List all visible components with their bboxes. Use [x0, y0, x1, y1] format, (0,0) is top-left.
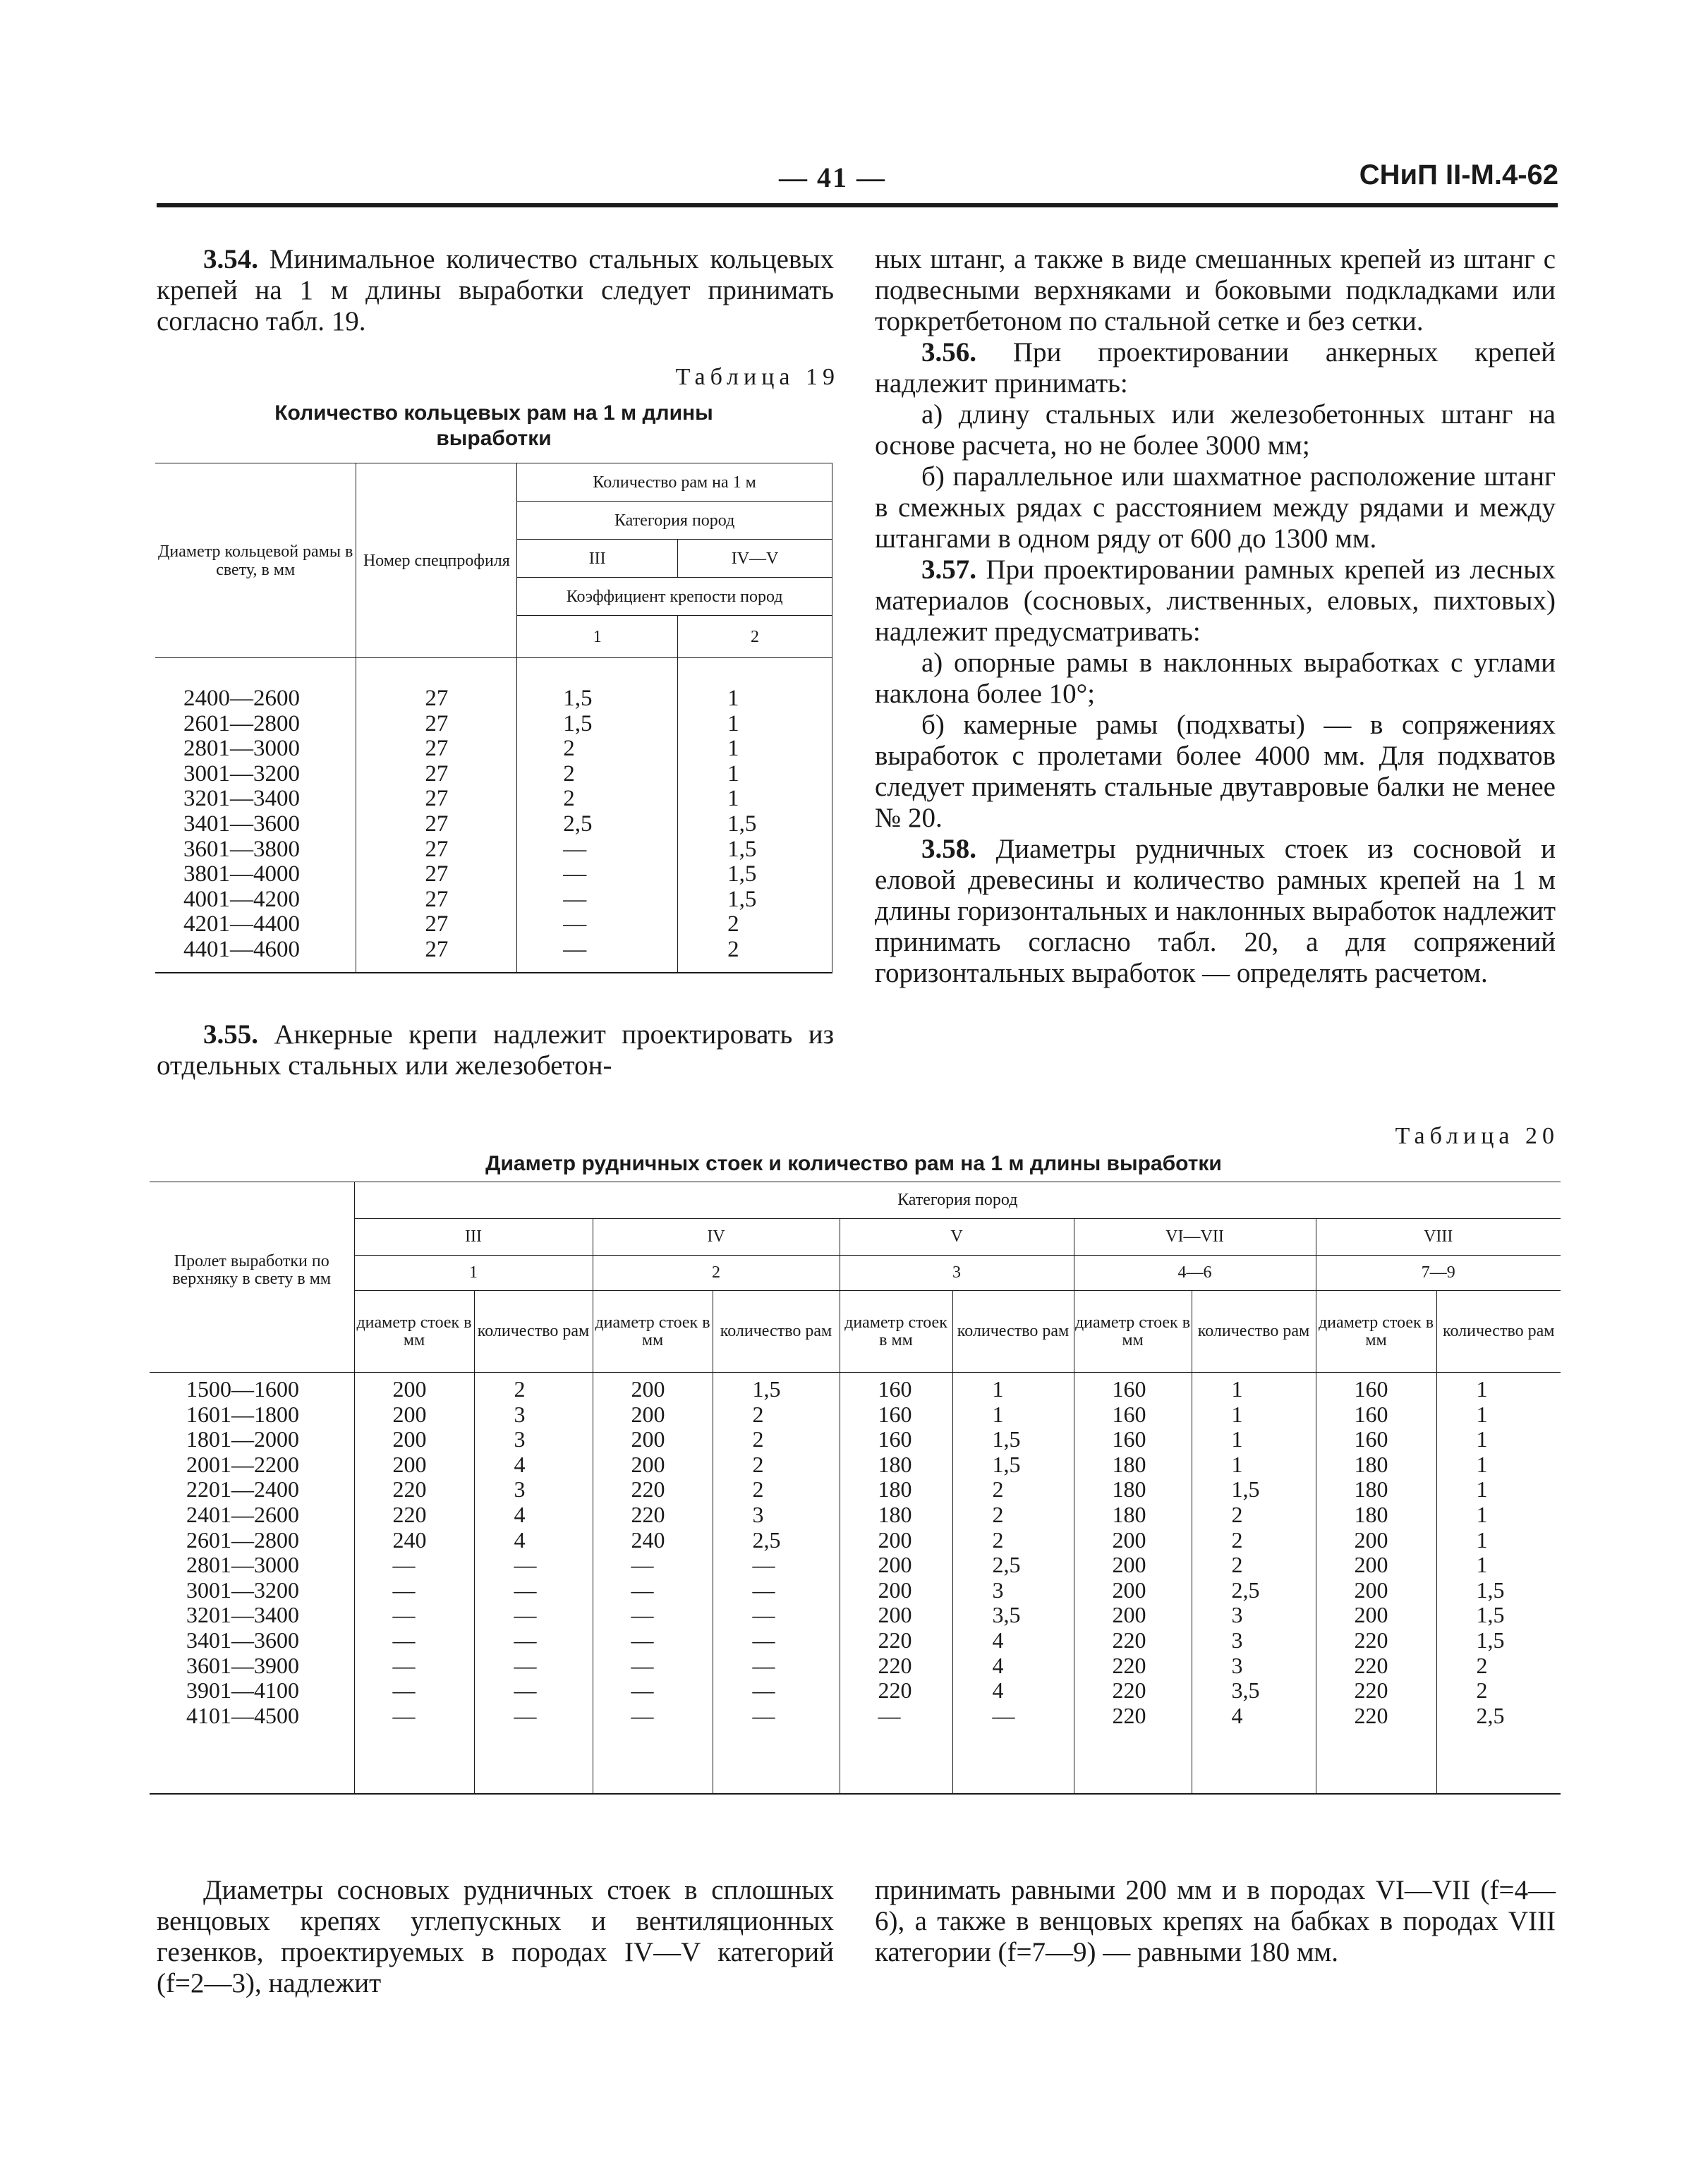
- table20-cell: 240: [631, 1526, 665, 1553]
- table20-cell: —: [514, 1577, 537, 1603]
- table19-cell: 27: [425, 836, 449, 862]
- table20-cell: 1: [1231, 1451, 1243, 1477]
- header-coef-1: 1: [354, 1256, 593, 1291]
- table19-cell: 1: [727, 786, 739, 812]
- header-diameter: диаметр стоек в мм: [354, 1291, 474, 1373]
- table20-cell: 4101—4500: [186, 1702, 299, 1728]
- table20-cell: 4: [514, 1526, 526, 1553]
- table20-col: [1074, 1373, 1192, 1794]
- table20-col: [840, 1373, 952, 1794]
- table20-cell: 160: [878, 1401, 912, 1427]
- table20-cell: 2: [514, 1376, 526, 1402]
- table20-cell: 1: [1476, 1376, 1488, 1402]
- table19-cell: —: [563, 911, 587, 937]
- table20-cell: 3: [514, 1426, 526, 1452]
- table20-col: [713, 1373, 840, 1794]
- table19-cell: 27: [425, 911, 449, 937]
- table20-cell: 1801—2000: [186, 1426, 299, 1452]
- table20-cell: 2: [752, 1401, 764, 1427]
- table20-cell: —: [514, 1652, 537, 1678]
- table20-cell: 220: [631, 1501, 665, 1527]
- header-count: количество рам: [952, 1291, 1074, 1373]
- table19-cell: 3201—3400: [183, 786, 300, 812]
- table20-col: [593, 1373, 713, 1794]
- table19-cell: 2: [727, 911, 739, 937]
- table20-col: [1192, 1373, 1316, 1794]
- table20-cell: —: [392, 1702, 416, 1728]
- table20-cell: 240: [392, 1526, 427, 1553]
- table20-cell: 200: [1354, 1577, 1388, 1603]
- table20-cell: —: [631, 1702, 654, 1728]
- table20-cell: 160: [878, 1376, 912, 1402]
- header-count: количество рам: [713, 1291, 840, 1373]
- table19-cell: 2: [727, 936, 739, 962]
- table19-cell: 3601—3800: [183, 836, 300, 862]
- table20-cell: —: [752, 1552, 775, 1578]
- table19-cell: 1: [727, 760, 739, 787]
- table20-cell: 1,5: [1476, 1627, 1505, 1653]
- table20-cell: 3201—3400: [186, 1602, 299, 1628]
- header-diameter: диаметр стоек в мм: [1074, 1291, 1192, 1373]
- table20-cell: 200: [878, 1552, 912, 1578]
- table20-cell: 2801—3000: [186, 1552, 299, 1578]
- table20-cell: 1: [1476, 1401, 1488, 1427]
- table20-cell: 180: [1112, 1476, 1146, 1503]
- header-diameter: диаметр стоек в мм: [593, 1291, 713, 1373]
- table20-cell: 160: [878, 1426, 912, 1452]
- table20-cell: 2,5: [752, 1526, 781, 1553]
- table20-cell: 1500—1600: [186, 1376, 299, 1402]
- table20-cell: 1,5: [1476, 1602, 1505, 1628]
- table20-cell: 2,5: [1476, 1702, 1505, 1728]
- table20-cell: 1: [1231, 1426, 1243, 1452]
- table19-title: Количество кольцевых рам на 1 м длины выработки: [274, 401, 713, 450]
- table20-cell: 1: [1476, 1552, 1488, 1578]
- table20-cell: 2: [992, 1501, 1004, 1527]
- table19-cell: 4201—4400: [183, 911, 300, 937]
- table19-cell: 1,5: [727, 836, 757, 862]
- table19-cell: 1: [727, 736, 739, 762]
- table19-cell: 3801—4000: [183, 861, 300, 887]
- table20-cell: 220: [1112, 1627, 1146, 1653]
- table20-cell: 220: [1112, 1652, 1146, 1678]
- paragraph-3-55: [157, 1019, 834, 1081]
- header-coef: Коэффициент крепости пород: [517, 578, 832, 616]
- table19-cell: —: [563, 836, 587, 862]
- header-cat-viii: VIII: [1316, 1219, 1561, 1256]
- table20-cell: 1: [1476, 1451, 1488, 1477]
- table19-cell: —: [563, 886, 587, 912]
- table20-cell: 1: [1231, 1376, 1243, 1402]
- table20-cell: 200: [1354, 1602, 1388, 1628]
- paragraph-3-57-a: а) опорные рамы в наклонных выработках с углами наклона более 10°;: [875, 648, 1556, 709]
- paragraph-number: 3.55.: [203, 1019, 258, 1050]
- table20-cell: —: [514, 1702, 537, 1728]
- table20-title: Диаметр рудничных стоек и количество рам на 1 м длины выработки: [485, 1152, 1222, 1175]
- table19-cell: 1: [727, 686, 739, 711]
- header-coef-4-6: 4—6: [1074, 1256, 1316, 1291]
- table20-cell: 160: [1112, 1426, 1146, 1452]
- table20-cell: 180: [1112, 1451, 1146, 1477]
- table20-cell: 180: [878, 1501, 912, 1527]
- table20-cell: 200: [878, 1602, 912, 1628]
- table20-cell: 200: [1112, 1552, 1146, 1578]
- table20-cell: 2: [752, 1451, 764, 1477]
- table19-body: [155, 658, 832, 973]
- paragraph-3-56-a: а) длину стальных или железобетонных штанг на основе расчета, но не более 3000 мм;: [875, 399, 1556, 461]
- table19-cell: 1,5: [563, 686, 593, 711]
- table19-cell: 1,5: [563, 710, 593, 736]
- table20-cell: 3901—4100: [186, 1677, 299, 1704]
- header-coef-2: 2: [593, 1256, 840, 1291]
- table20-cell: 2: [992, 1476, 1004, 1503]
- table20-cell: 220: [1354, 1627, 1388, 1653]
- table20-cell: 200: [631, 1426, 665, 1452]
- table20-cell: 2601—2800: [186, 1526, 299, 1553]
- table19-cell: 4001—4200: [183, 886, 300, 912]
- header-rule: [157, 203, 1558, 207]
- table19-cell: 1,5: [727, 811, 757, 837]
- table20-body: [150, 1373, 1561, 1794]
- table20-cell: 200: [1112, 1577, 1146, 1603]
- table20-cell: 4: [514, 1501, 526, 1527]
- table-19: [155, 463, 832, 973]
- header-category: Категория пород: [517, 502, 832, 540]
- table20-cell: 3: [992, 1577, 1004, 1603]
- table20-cell: 1: [1476, 1476, 1488, 1503]
- header-cat-iii: III: [354, 1219, 593, 1256]
- paragraph-number: 3.56.: [921, 337, 976, 368]
- footer-paragraph: Диаметры сосновых рудничных стоек в сплошных венцовых крепях углепускных и вентиляционных гезенков, проектируемых в породах IV—V категорий (f=2—3), надлежит: [157, 1875, 834, 1998]
- table20-cell: 220: [1112, 1677, 1146, 1704]
- table20-col: [150, 1373, 354, 1794]
- table20-cell: 220: [1354, 1677, 1388, 1704]
- footer-paragraph-continued: принимать равными 200 мм и в породах VI—VII (f=4—6), а также в венцовых крепях на бабках в породах VIII категории (f=7—9) — равными 180 мм.: [875, 1875, 1556, 1967]
- table20-cell: 3601—3900: [186, 1652, 299, 1678]
- table20-cell: 1601—1800: [186, 1401, 299, 1427]
- table20-cell: —: [752, 1677, 775, 1704]
- table20-cell: —: [631, 1552, 654, 1578]
- table20-cell: 2: [992, 1526, 1004, 1553]
- table19-cell: 27: [425, 786, 449, 812]
- table20-cell: 180: [1112, 1501, 1146, 1527]
- table20-cell: 1,5: [1231, 1476, 1260, 1503]
- table20-cell: 1: [1476, 1426, 1488, 1452]
- table20-cell: —: [392, 1602, 416, 1628]
- table19-cell: 27: [425, 811, 449, 837]
- table19-cell: 2400—2600: [183, 686, 300, 711]
- table20-cell: 180: [878, 1451, 912, 1477]
- table19-cell: 27: [425, 736, 449, 762]
- table20-cell: 3401—3600: [186, 1627, 299, 1653]
- table20-cell: 4: [1231, 1702, 1243, 1728]
- table20-col: [1436, 1373, 1561, 1794]
- table20-cell: —: [514, 1677, 537, 1704]
- paragraph-number: 3.54.: [203, 244, 258, 274]
- header-count: количество рам: [1192, 1291, 1316, 1373]
- table20-cell: 1,5: [1476, 1577, 1505, 1603]
- paragraph-3-56: [875, 337, 1556, 399]
- table20-cell: 220: [392, 1501, 427, 1527]
- table20-cell: 180: [1354, 1476, 1388, 1503]
- table20-cell: 220: [392, 1476, 427, 1503]
- table19-cell: 3401—3600: [183, 811, 300, 837]
- table20-cell: —: [752, 1627, 775, 1653]
- table20-cell: 2: [1476, 1652, 1488, 1678]
- table20-cell: 1: [1476, 1501, 1488, 1527]
- header-diameter: Диаметр кольцевой рамы в свету, в мм: [155, 463, 356, 658]
- table20-cell: 2401—2600: [186, 1501, 299, 1527]
- table20-cell: 200: [392, 1451, 427, 1477]
- table19-cell: 2: [563, 736, 575, 762]
- table20-col: [474, 1373, 593, 1794]
- table20-cell: 220: [1354, 1702, 1388, 1728]
- table20-cell: 160: [1354, 1426, 1388, 1452]
- paragraph-3-56-b: б) параллельное или шахматное расположение штанг в смежных рядах с расстоянием между рядами и между штангами в одном ряду от 600 до 1300 мм.: [875, 461, 1556, 554]
- paragraph-3-55-continued: ных штанг, а также в виде смешанных крепей из штанг с подвесными верхняками и боковыми подкладками или торкретбетоном по стальной сетке и без сетки.: [875, 244, 1556, 336]
- table20-cell: 1: [1476, 1526, 1488, 1553]
- table20-cell: —: [752, 1602, 775, 1628]
- table20-cell: —: [514, 1627, 537, 1653]
- header-diameter: диаметр стоек в мм: [1316, 1291, 1436, 1373]
- document-code: СНиП II-М.4-62: [1359, 159, 1558, 190]
- table19-cell: 2: [563, 786, 575, 812]
- table20-cell: 2: [1476, 1677, 1488, 1704]
- table20-cell: 180: [878, 1476, 912, 1503]
- table19-cell: 1: [727, 710, 739, 736]
- table20-cell: 200: [1354, 1526, 1388, 1553]
- table20-cell: 180: [1354, 1451, 1388, 1477]
- table19-cell: 3001—3200: [183, 760, 300, 787]
- table20-cell: 200: [392, 1376, 427, 1402]
- table20-cell: —: [514, 1552, 537, 1578]
- table19-cell: —: [563, 861, 587, 887]
- table20-cell: 220: [1354, 1652, 1388, 1678]
- table19-cell: 2: [563, 760, 575, 787]
- table20-cell: 3001—3200: [186, 1577, 299, 1603]
- header-coef-2: 2: [678, 616, 832, 658]
- table20-cell: 2,5: [992, 1552, 1021, 1578]
- table19-cell: 27: [425, 760, 449, 787]
- table20-col: [952, 1373, 1074, 1794]
- table20-cell: 2: [1231, 1501, 1243, 1527]
- table20-cell: 200: [1112, 1526, 1146, 1553]
- table20-cell: 200: [631, 1451, 665, 1477]
- footer-left-text: [157, 1875, 834, 1999]
- table20-col: [354, 1373, 474, 1794]
- header-cat-3: III: [517, 540, 678, 578]
- table19-label: Таблица 19: [675, 364, 840, 390]
- table20-cell: 2: [752, 1426, 764, 1452]
- table20-cell: 2001—2200: [186, 1451, 299, 1477]
- table20-cell: —: [631, 1602, 654, 1628]
- table20-cell: 1: [992, 1401, 1004, 1427]
- footer-right-text: [875, 1875, 1556, 1968]
- table19-cell: 27: [425, 710, 449, 736]
- table20-cell: 200: [631, 1376, 665, 1402]
- table20-cell: —: [631, 1577, 654, 1603]
- table20-cell: 200: [1112, 1602, 1146, 1628]
- paragraph-3-57-b: б) камерные рамы (подхваты) — в сопряжениях выработок с пролетами более 4000 мм. Для подхватов следует применять стальные двутавровые балки не менее № 20.: [875, 710, 1556, 833]
- table19-col-profile: [356, 658, 517, 973]
- table20-cell: 220: [878, 1627, 912, 1653]
- table20-cell: 2: [752, 1476, 764, 1503]
- paragraph-text: Минимальное количество стальных кольцевых крепей на 1 м длины выработки следует принимать согласно табл. 19.: [157, 244, 834, 336]
- header-count: количество рам: [474, 1291, 593, 1373]
- table20-cell: 200: [1354, 1552, 1388, 1578]
- table20-cell: 4: [992, 1627, 1004, 1653]
- table20-cell: 3,5: [992, 1602, 1021, 1628]
- table20-cell: 4: [514, 1451, 526, 1477]
- table20-cell: 2,5: [1231, 1577, 1260, 1603]
- table19-col-cat3: [517, 658, 678, 973]
- table20-cell: —: [392, 1552, 416, 1578]
- table20-cell: 3,5: [1231, 1677, 1260, 1704]
- table20-cell: —: [752, 1577, 775, 1603]
- table20-cell: —: [752, 1652, 775, 1678]
- paragraph-text: При проектировании рамных крепей из лесных материалов (сосновых, лиственных, еловых, пихтовых) надлежит предусматривать:: [875, 554, 1556, 647]
- table20-cell: 3: [514, 1401, 526, 1427]
- table20-cell: —: [392, 1652, 416, 1678]
- right-column: [875, 244, 1556, 989]
- header-count: количество рам: [1436, 1291, 1561, 1373]
- table20-cell: 160: [1112, 1376, 1146, 1402]
- paragraph-number: 3.58.: [921, 834, 976, 864]
- header-coef-3: 3: [840, 1256, 1074, 1291]
- paragraph-3-57: [875, 554, 1556, 648]
- table20-cell: —: [631, 1652, 654, 1678]
- table-20: [150, 1182, 1561, 1795]
- table20-cell: 220: [878, 1677, 912, 1704]
- table20-cell: 3: [752, 1501, 764, 1527]
- header-coef-7-9: 7—9: [1316, 1256, 1561, 1291]
- table20-cell: —: [514, 1602, 537, 1628]
- table19-col-diameter: [155, 658, 356, 973]
- table20-cell: 1,5: [992, 1451, 1021, 1477]
- table20-label: Таблица 20: [1395, 1123, 1559, 1149]
- table19-cell: 4401—4600: [183, 936, 300, 962]
- page-number: — 41 —: [779, 162, 886, 193]
- header-cat-4-5: IV—V: [678, 540, 832, 578]
- table20-cell: 1,5: [752, 1376, 781, 1402]
- table20-cell: 4: [992, 1677, 1004, 1704]
- paragraph-text: Анкерные крепи надлежит проектировать из отдельных стальных или железобетон-: [157, 1019, 834, 1081]
- table20-cell: —: [392, 1627, 416, 1653]
- table20-cell: —: [392, 1677, 416, 1704]
- table20-cell: 3: [1231, 1602, 1243, 1628]
- table20-cell: 200: [878, 1526, 912, 1553]
- paragraph-number: 3.57.: [921, 554, 976, 585]
- table20-cell: —: [752, 1702, 775, 1728]
- table20-col: [1316, 1373, 1436, 1794]
- table19-col-cat45: [678, 658, 832, 973]
- table19-cell: 2,5: [563, 811, 593, 837]
- header-coef-1: 1: [517, 616, 678, 658]
- table20-cell: 200: [392, 1426, 427, 1452]
- table20-cell: —: [878, 1702, 901, 1728]
- table19-cell: 2801—3000: [183, 736, 300, 762]
- table20-cell: 2201—2400: [186, 1476, 299, 1503]
- table20-cell: 180: [1354, 1501, 1388, 1527]
- table19-cell: 2601—2800: [183, 710, 300, 736]
- header-cat-vi-vii: VI—VII: [1074, 1219, 1316, 1256]
- paragraph-3-54: [157, 244, 834, 337]
- table19-cell: 27: [425, 936, 449, 962]
- header-cat-iv: IV: [593, 1219, 840, 1256]
- table20-cell: —: [631, 1627, 654, 1653]
- table20-cell: 2: [1231, 1552, 1243, 1578]
- table20-cell: 3: [1231, 1627, 1243, 1653]
- header-cat-v: V: [840, 1219, 1074, 1256]
- header-profile: Номер спецпрофиля: [356, 463, 517, 658]
- table20-cell: —: [992, 1702, 1015, 1728]
- header-category: Категория пород: [354, 1182, 1561, 1219]
- table20-cell: 220: [1112, 1702, 1146, 1728]
- table20-cell: 200: [392, 1401, 427, 1427]
- table19-cell: 27: [425, 686, 449, 711]
- table19-cell: 27: [425, 886, 449, 912]
- table20-cell: 220: [631, 1476, 665, 1503]
- table19-cell: 1,5: [727, 861, 757, 887]
- table20-cell: 2: [1231, 1526, 1243, 1553]
- table20-cell: 200: [631, 1401, 665, 1427]
- table20-cell: 3: [514, 1476, 526, 1503]
- table19-cell: —: [563, 936, 587, 962]
- header-diameter: диаметр стоек в мм: [840, 1291, 952, 1373]
- header-count: Количество рам на 1 м: [517, 463, 832, 502]
- table20-cell: 200: [878, 1577, 912, 1603]
- table20-cell: —: [631, 1677, 654, 1704]
- table20-cell: —: [392, 1577, 416, 1603]
- table20-cell: 160: [1354, 1401, 1388, 1427]
- table20-cell: 3: [1231, 1652, 1243, 1678]
- table19-cell: 27: [425, 861, 449, 887]
- table20-cell: 160: [1112, 1401, 1146, 1427]
- table20-cell: 1,5: [992, 1426, 1021, 1452]
- table20-cell: 1: [1231, 1401, 1243, 1427]
- paragraph-text: При проектировании анкерных крепей надлежит принимать:: [875, 337, 1556, 399]
- header-span: Пролет выработки по верхняку в свету в мм: [150, 1182, 354, 1373]
- table20-cell: 1: [992, 1376, 1004, 1402]
- table20-cell: 220: [878, 1652, 912, 1678]
- paragraph-text: Диаметры рудничных стоек из сосновой и еловой древесины и количество рамных крепей на 1 м длины горизонтальных и наклонных выработок надлежит принимать согласно табл. 20, а для сопряжений горизонтальных выработок — определять расчетом.: [875, 834, 1556, 988]
- paragraph-3-58: [875, 834, 1556, 989]
- table20-cell: 4: [992, 1652, 1004, 1678]
- table19-cell: 1,5: [727, 886, 757, 912]
- table20-cell: 160: [1354, 1376, 1388, 1402]
